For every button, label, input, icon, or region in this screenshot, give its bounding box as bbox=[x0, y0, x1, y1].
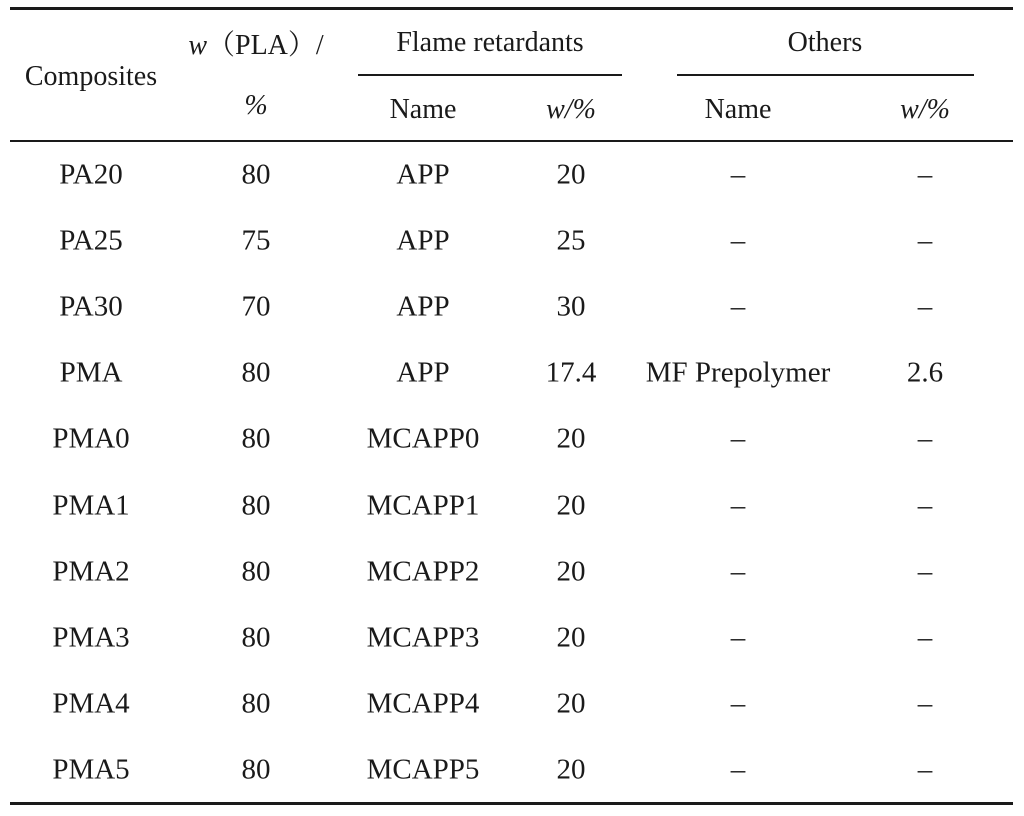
cell-others-w: – bbox=[917, 422, 933, 455]
cell-fr-name: MCAPP5 bbox=[366, 753, 480, 786]
cell-others-w: – bbox=[917, 224, 933, 257]
cell-w-pla: 80 bbox=[241, 356, 271, 389]
table-row bbox=[10, 406, 1013, 472]
cell-fr-name: APP bbox=[396, 356, 450, 389]
cell-fr-name: APP bbox=[396, 158, 450, 191]
cell-others-w: – bbox=[917, 687, 933, 720]
cell-others-w: – bbox=[917, 158, 933, 191]
cell-composite: PMA5 bbox=[52, 753, 130, 786]
cell-fr-name: APP bbox=[396, 224, 450, 257]
cell-composite: PMA bbox=[59, 356, 123, 389]
header-composites: Composites bbox=[24, 61, 158, 92]
table-row bbox=[10, 208, 1013, 274]
cell-others-w: – bbox=[917, 290, 933, 323]
cell-fr-name: MCAPP0 bbox=[366, 422, 480, 455]
cell-others-name: – bbox=[730, 224, 746, 257]
table-row bbox=[10, 142, 1013, 208]
cell-others-w: – bbox=[917, 753, 933, 786]
header-w-pla-rest: （PLA）/ bbox=[207, 30, 324, 61]
cell-fr-w: 20 bbox=[556, 687, 586, 720]
cell-composite: PMA4 bbox=[52, 687, 130, 720]
cell-others-name: – bbox=[730, 422, 746, 455]
cell-others-w: 2.6 bbox=[906, 356, 944, 389]
table-row bbox=[10, 605, 1013, 671]
cell-composite: PMA0 bbox=[52, 422, 130, 455]
header-w-pla-line2: % bbox=[244, 90, 268, 121]
cell-others-w: – bbox=[917, 621, 933, 654]
flame-retardants-underline bbox=[358, 74, 622, 76]
cell-fr-w: 25 bbox=[556, 224, 586, 257]
table-row bbox=[10, 539, 1013, 605]
composition-table bbox=[10, 7, 1013, 805]
cell-fr-w: 30 bbox=[556, 290, 586, 323]
cell-composite: PMA2 bbox=[52, 555, 130, 588]
header-others-w: w/% bbox=[900, 94, 950, 125]
others-underline bbox=[677, 74, 974, 76]
cell-w-pla: 80 bbox=[241, 687, 271, 720]
cell-fr-name: MCAPP3 bbox=[366, 621, 480, 654]
table-body bbox=[10, 142, 1013, 802]
cell-w-pla: 80 bbox=[241, 422, 271, 455]
cell-w-pla: 70 bbox=[241, 290, 271, 323]
table-row bbox=[10, 340, 1013, 406]
cell-w-pla: 80 bbox=[241, 555, 271, 588]
cell-others-name: – bbox=[730, 290, 746, 323]
header-fr-w: w/% bbox=[546, 94, 596, 125]
cell-fr-w: 20 bbox=[556, 621, 586, 654]
cell-fr-w: 17.4 bbox=[545, 356, 597, 389]
cell-composite: PMA1 bbox=[52, 489, 130, 522]
header-w-pla-line1: w（PLA）/ bbox=[188, 30, 324, 61]
cell-fr-name: MCAPP1 bbox=[366, 489, 480, 522]
cell-w-pla: 80 bbox=[241, 158, 271, 191]
cell-fr-name: MCAPP2 bbox=[366, 555, 480, 588]
cell-fr-w: 20 bbox=[556, 158, 586, 191]
table-top-rule bbox=[10, 7, 1013, 10]
cell-others-name: – bbox=[730, 489, 746, 522]
cell-others-name: – bbox=[730, 687, 746, 720]
table-row bbox=[10, 671, 1013, 737]
table-row bbox=[10, 737, 1013, 803]
cell-fr-name: MCAPP4 bbox=[366, 687, 480, 720]
cell-composite: PA25 bbox=[59, 224, 123, 257]
header-fr-name: Name bbox=[389, 94, 457, 125]
cell-others-name: – bbox=[730, 621, 746, 654]
cell-w-pla: 75 bbox=[241, 224, 271, 257]
cell-composite: PA20 bbox=[59, 158, 123, 191]
cell-fr-w: 20 bbox=[556, 753, 586, 786]
cell-fr-name: APP bbox=[396, 290, 450, 323]
table-row bbox=[10, 274, 1013, 340]
header-others: Others bbox=[787, 27, 863, 58]
cell-w-pla: 80 bbox=[241, 489, 271, 522]
cell-composite: PA30 bbox=[59, 290, 123, 323]
cell-others-w: – bbox=[917, 555, 933, 588]
cell-others-name: – bbox=[730, 158, 746, 191]
table-row bbox=[10, 472, 1013, 538]
cell-fr-w: 20 bbox=[556, 489, 586, 522]
cell-others-name: – bbox=[730, 753, 746, 786]
cell-w-pla: 80 bbox=[241, 753, 271, 786]
header-others-name: Name bbox=[704, 94, 772, 125]
cell-composite: PMA3 bbox=[52, 621, 130, 654]
cell-fr-w: 20 bbox=[556, 422, 586, 455]
cell-others-name: – bbox=[730, 555, 746, 588]
cell-others-name: MF Prepolymer bbox=[645, 356, 831, 389]
cell-others-w: – bbox=[917, 489, 933, 522]
cell-w-pla: 80 bbox=[241, 621, 271, 654]
cell-fr-w: 20 bbox=[556, 555, 586, 588]
header-flame-retardants: Flame retardants bbox=[396, 27, 584, 58]
